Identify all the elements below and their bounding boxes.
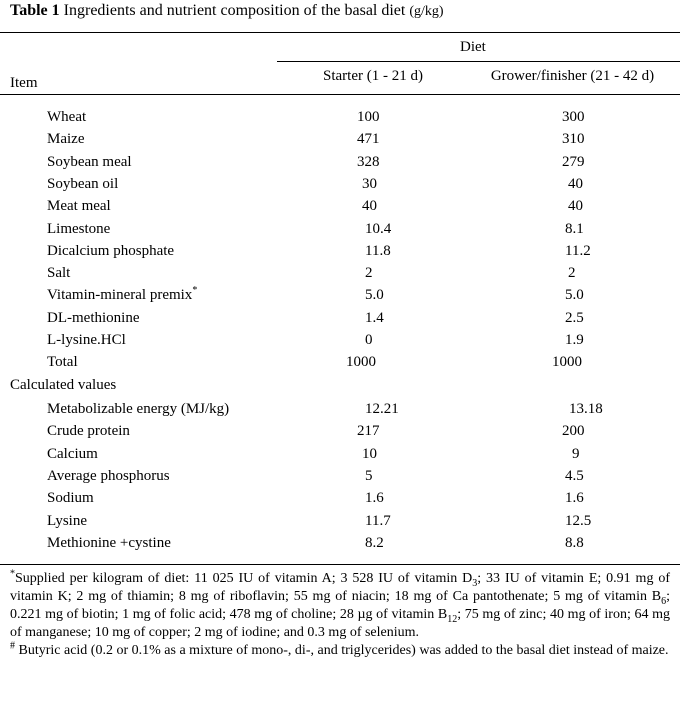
row-label: Vitamin-mineral premix* <box>47 285 198 304</box>
grower-value: 40 <box>568 175 583 192</box>
grower-value: 8.8 <box>565 534 584 551</box>
row-label: Lysine <box>47 512 87 529</box>
starter-value: 1.6 <box>365 490 384 507</box>
grower-value: 1000 <box>552 354 582 371</box>
grower-value: 40 <box>568 198 583 215</box>
grower-value: 2.5 <box>565 309 584 326</box>
grower-value: 4.5 <box>565 467 584 484</box>
starter-value: 5 <box>365 467 373 484</box>
header-rule <box>0 94 680 95</box>
table-label: Table 1 <box>10 2 60 19</box>
starter-value: 40 <box>362 198 377 215</box>
table-caption <box>10 2 444 20</box>
starter-value: 5.0 <box>365 287 384 304</box>
row-label: Soybean meal <box>47 153 132 170</box>
starter-value: 30 <box>362 175 377 192</box>
footnote-hash: # Butyric acid (0.2 or 0.1% as a mixture of mono-, di-, and triglycerides) was added to the basal diet instead of maize. <box>10 640 669 658</box>
starter-value: 10.4 <box>365 220 392 237</box>
footnote-hash-mark: # <box>10 640 15 652</box>
row-label: Limestone <box>47 220 111 237</box>
starter-value: 11.8 <box>365 242 391 259</box>
row-label: Metabolizable energy (MJ/kg) <box>47 401 230 417</box>
grower-value: 5.0 <box>565 287 584 304</box>
row-label: Crude protein <box>47 423 130 440</box>
row-label: Maize <box>47 131 85 148</box>
grower-value: 310 <box>562 131 585 148</box>
row-label: Meat meal <box>47 198 111 215</box>
bottom-rule <box>0 564 680 565</box>
starter-value: 1.4 <box>365 309 384 326</box>
grower-value: 300 <box>562 109 585 125</box>
starter-value: 8.2 <box>365 534 384 551</box>
grower-value: 13.18 <box>569 401 603 417</box>
footnotes <box>10 570 670 660</box>
starter-value: 2 <box>365 265 373 282</box>
starter-value: 10 <box>362 445 377 462</box>
starter-value: 1000 <box>346 354 376 371</box>
row-label: DL-methionine <box>47 309 140 326</box>
top-rule <box>0 32 680 33</box>
grower-value: 11.2 <box>565 242 591 259</box>
row-label: Wheat <box>47 109 87 125</box>
footnote-star: *Supplied per kilogram of diet: 11 025 IU of vitamin A; 3 528 IU of vitamin $D_3$; 33 IU of vitamin E; 0.91 mg of vitamin K; 2 mg of thiamin; 8 mg of riboflavin; 55 mg of niacin; 18 mg of Ca pantothenate; 5 mg of vitamin $B_6$; 0.221 mg of biotin; 1 mg of folic acid; 478 mg of choline; 28 µg of vitamin $B_{12}$; 75 mg of zinc; 40 mg of iron; 64 mg of manganese; 10 mg of copper; 2 mg of iodine; and 0.3 mg of selenium. <box>10 568 670 640</box>
row-label: Calcium <box>47 445 98 462</box>
table-unit: (g/kg) <box>409 4 444 19</box>
grower-value: 2 <box>568 265 576 282</box>
starter-value: 11.7 <box>365 512 391 529</box>
starter-value: 217 <box>357 423 380 440</box>
item-header: Item <box>10 75 38 91</box>
row-label: Sodium <box>47 490 94 507</box>
row-label: Salt <box>47 265 71 282</box>
grower-value: 9 <box>572 445 580 462</box>
starter-value: 328 <box>357 153 380 170</box>
grower-header: Grower/finisher (21 - 42 d) <box>490 68 655 84</box>
grower-value: 12.5 <box>565 512 592 529</box>
row-label: Average phosphorus <box>47 467 170 484</box>
row-label: Total <box>47 354 78 371</box>
diet-header: Diet <box>460 39 486 55</box>
row-label: Dicalcium phosphate <box>47 242 175 259</box>
calculated-values-heading: Calculated values <box>10 377 117 393</box>
grower-value: 1.6 <box>565 490 584 507</box>
grower-value: 1.9 <box>565 332 584 348</box>
grower-value: 200 <box>562 423 585 440</box>
starter-value: 100 <box>357 109 380 125</box>
starter-value: 471 <box>357 131 380 148</box>
starter-value: 12.21 <box>365 401 399 417</box>
row-label: L-lysine.HCl <box>47 332 126 348</box>
starter-header: Starter (1 - 21 d) <box>323 68 423 84</box>
footnote-star-mark: * <box>10 568 15 580</box>
footnote-marker: * <box>192 285 198 297</box>
starter-value: 0 <box>365 332 373 348</box>
row-label: Soybean oil <box>47 175 119 192</box>
grower-value: 279 <box>562 153 585 170</box>
grower-value: 8.1 <box>565 220 584 237</box>
row-label: Methionine +cystine <box>47 534 171 551</box>
table-title: Ingredients and nutrient composition of the basal diet <box>59 2 410 19</box>
diet-underline <box>277 61 680 62</box>
